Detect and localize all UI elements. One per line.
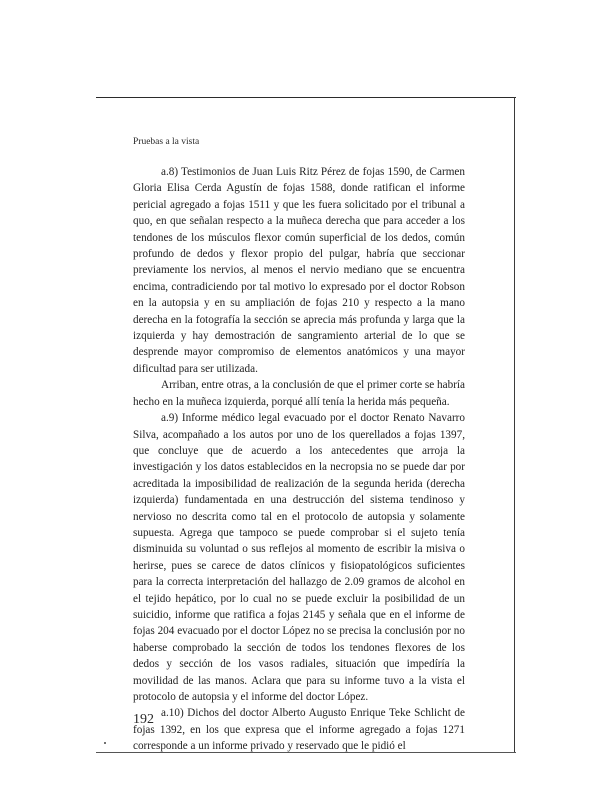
scan-page-edge-top — [96, 97, 516, 98]
paragraph-a10: a.10) Dichos del doctor Alberto Augusto Enrique Teke Schlicht de fojas 1392, en los que expresa que el informe agregado a fojas 1271 corresponde a un informe privado y reservado que le pidió el — [133, 707, 465, 753]
paragraph-a8: a.8) Testimonios de Juan Luis Ritz Pérez de fojas 1590, de Carmen Gloria Elisa Cerda Agustín de fojas 1588, donde ratifican el informe pericial agregado a fojas 1511 y que les fuera solicitado por el tribunal a quo, en que señalan respecto a la muñeca derecha que para acceder a los tendones de los músculos flexor común superficial de los dedos, común profundo de dedos y flexor propio del pulgar, habría que seccionar previamente los nervios, al menos el nervio mediano que se encuentra encima, contradiciendo por tal motivo lo expresado por el doctor Robson en la autopsia y en su ampliación de fojas 210 y respecto a la mano derecha en la fotografía la sección se aprecia más profunda y larga que la izquierda y hay demostración de sangramiento arterial de lo que se desprende mayor compromiso de elementos anatómicos y una mayor dificultad para ser utilizada. — [133, 166, 465, 375]
paragraph-a9: a.9) Informe médico legal evacuado por el doctor Renato Navarro Silva, acompañado a los autos por uno de los querellados a fojas 1397, que concluye que de acuerdo a los antecedentes que arroja la investigación y los datos establecidos en la necropsia no se puede dar por acreditada la imposibilidad de realización de la segunda herida (derecha izquierda) fundamentada en una destrucción del sistema tendinoso y nervioso no descrita como tal en el protocolo de autopsia y solamente supuesta. Agrega que tampoco se puede comprobar si el sujeto tenía disminuida su voluntad o sus reflejos al momento de escribir la misiva o herirse, pues se carece de datos clínicos y fisiopatológicos suficientes para la correcta interpretación del hallazgo de 2.09 gramos de alcohol en el tejido hepático, por lo cual no se puede excluir la posibilidad de un suicidio, informe que ratifica a fojas 2145 y señala que en el informe de fojas 204 evacuado por el doctor López no se precisa la conclusión por no haberse comprobado la sección de todos los tendones flexores de los dedos y sección de los vasos radiales, situación que impedíría la movilidad de las manos. Aclara que para su informe tuvo a la vista el protocolo de autopsia y el informe del doctor López. — [133, 412, 465, 703]
scan-page-edge-right — [514, 97, 515, 753]
scan-speck — [104, 742, 106, 744]
body-text — [133, 164, 465, 755]
running-head: Pruebas a la vista — [133, 137, 200, 147]
paragraph-arriban: Arriban, entre otras, a la conclusión de que el primer corte se habría hecho en la muñeca izquierda, porqué allí tenía la herida más pequeña. — [133, 379, 465, 408]
page-number: 192 — [133, 712, 154, 727]
